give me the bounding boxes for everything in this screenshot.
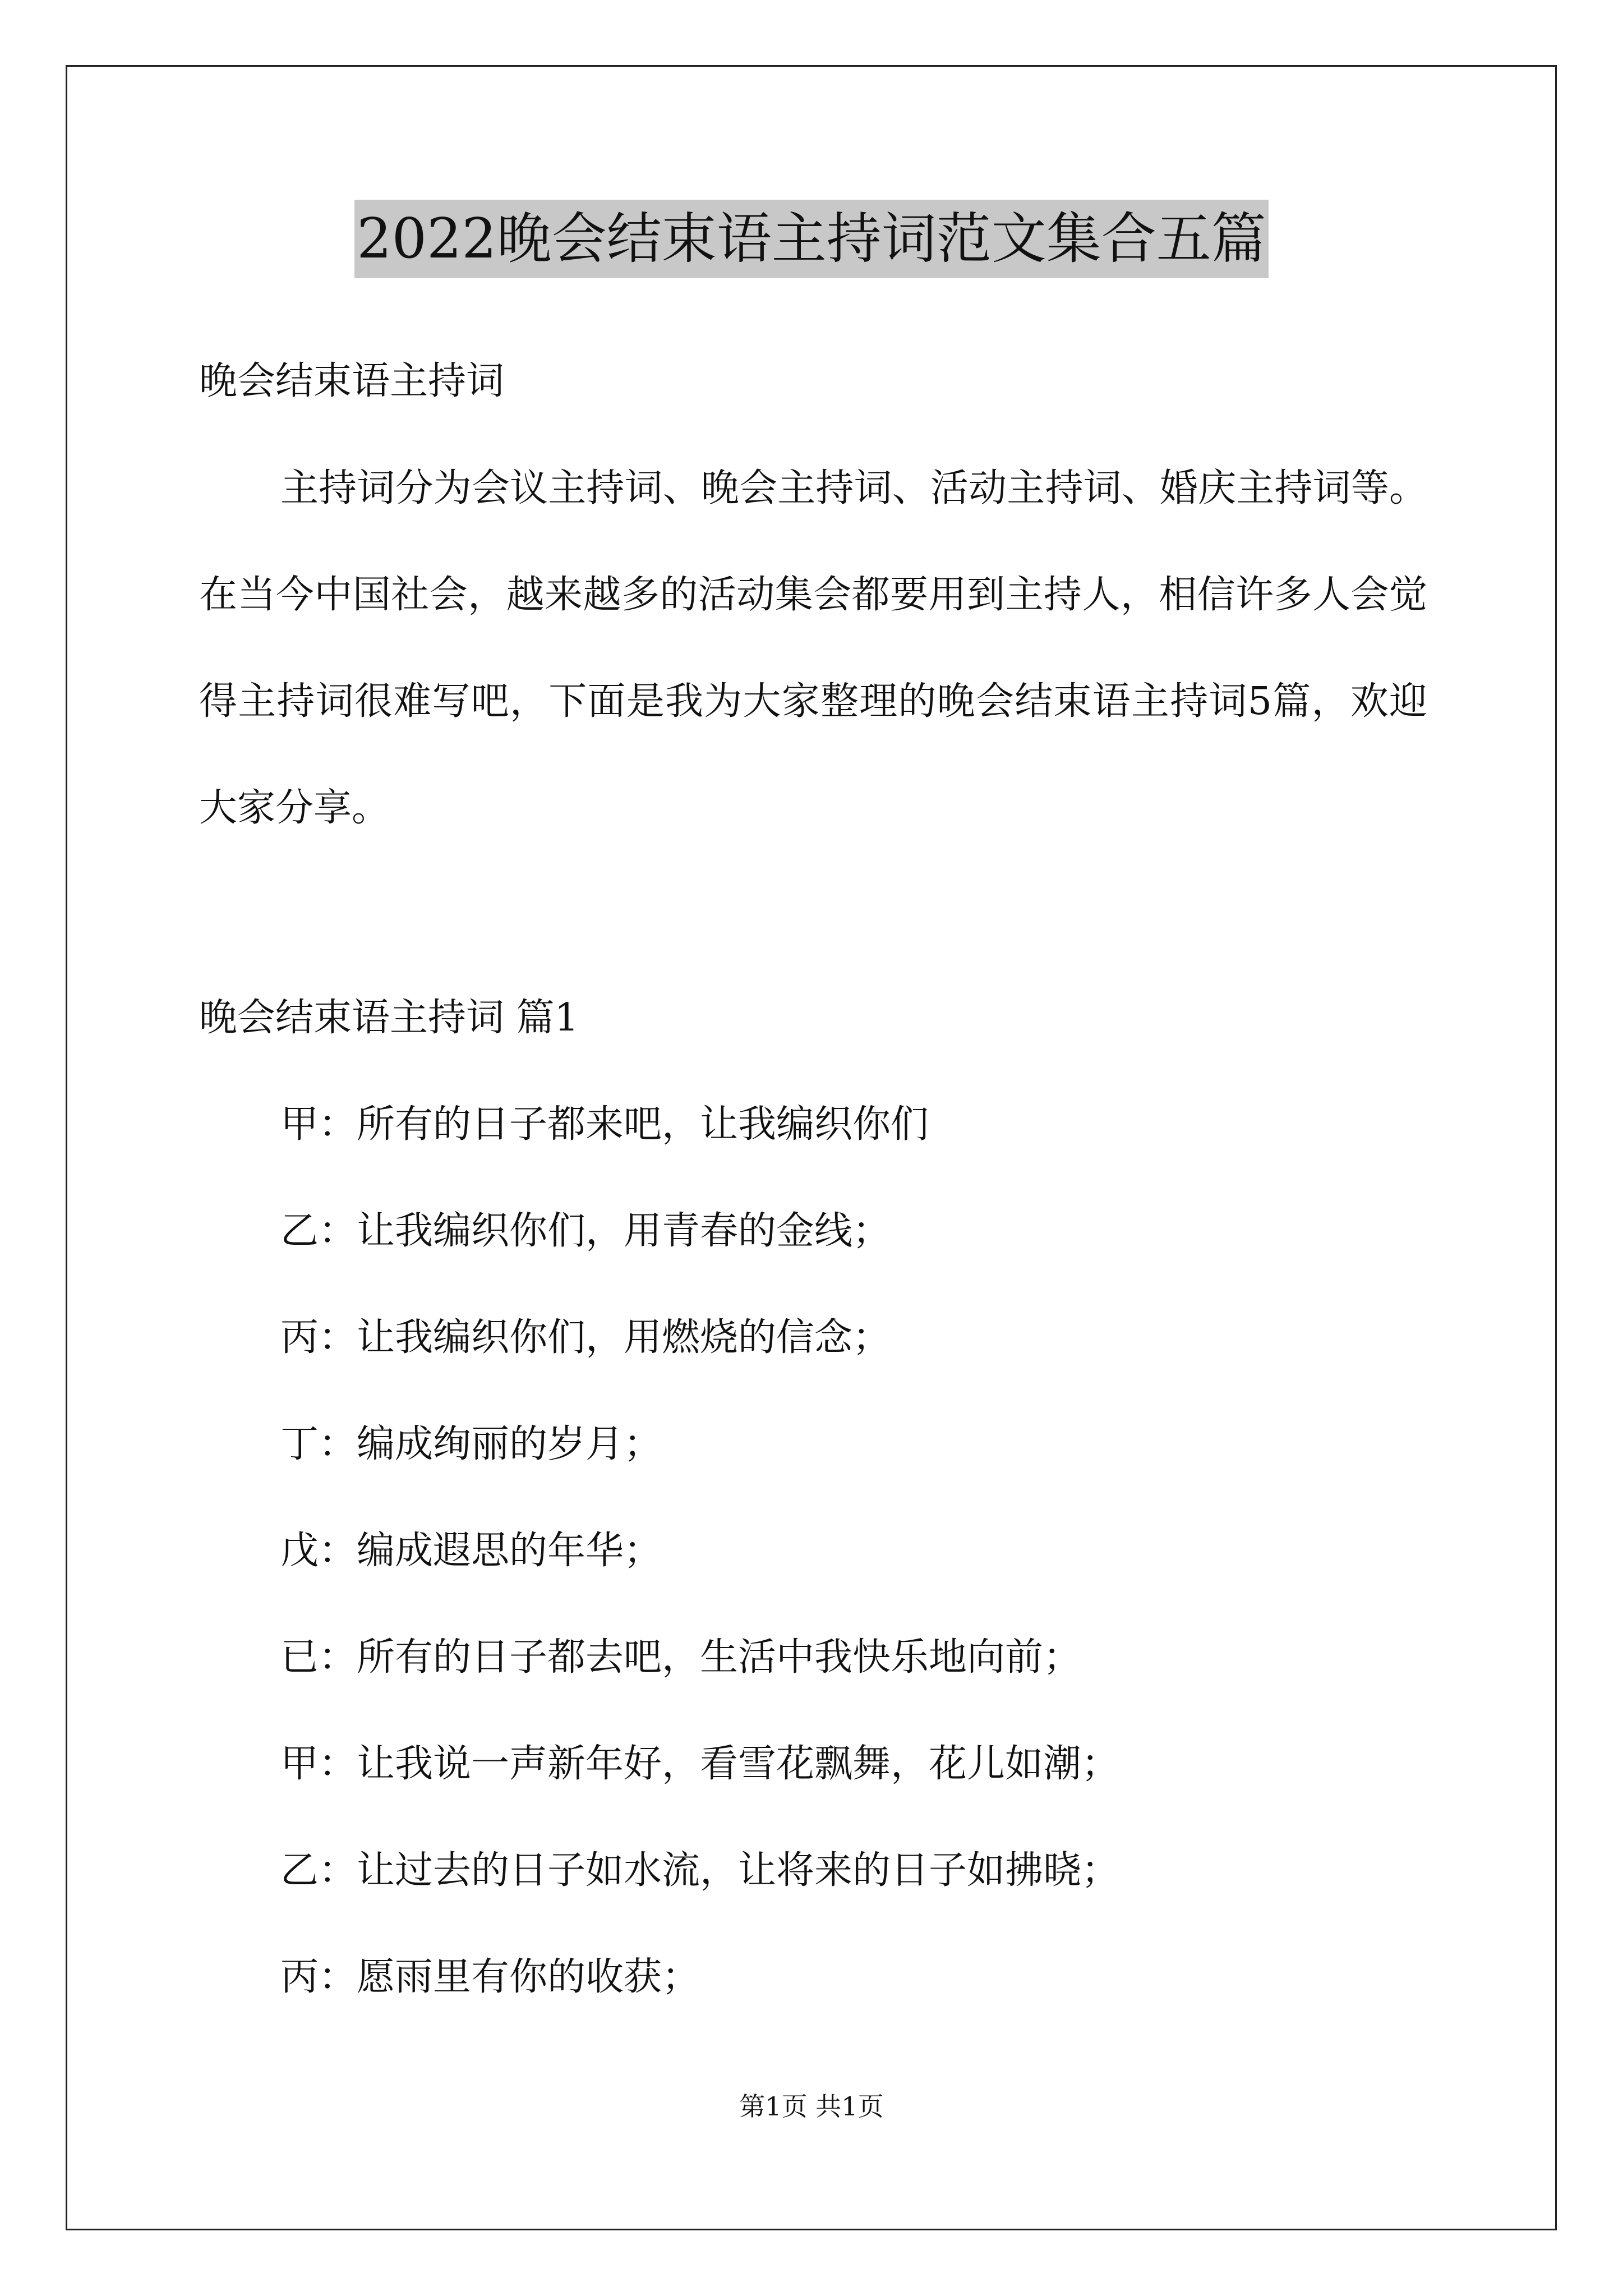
dialogue-line: 甲：所有的日子都来吧，让我编织你们 <box>280 1102 929 1147</box>
page-footer: 第1页 共1页 <box>739 2091 884 2122</box>
dialogue-line: 乙：让我编织你们，用青春的金线； <box>280 1209 891 1253</box>
intro-paragraph: 主持词分为会议主持词、晚会主持词、活动主持词、婚庆主持词等。在当今中国社会，越来越多的活动集会都要用到主持人，相信许多人会觉得主持词很难写吧，下面是我为大家整理的晚会结束语主持词5篇，欢迎大家分享。 <box>199 466 1427 830</box>
dialogue-line: 戊：编成遐思的年华； <box>280 1529 662 1573</box>
dialogue-line: 丙：愿雨里有你的收获； <box>280 1955 700 1999</box>
title-container <box>0 200 1623 278</box>
document-title: 2022晚会结束语主持词范文集合五篇 <box>354 200 1268 278</box>
dialogue-line: 丁：编成绚丽的岁月； <box>280 1422 662 1466</box>
intro-heading: 晚会结束语主持词 <box>199 359 505 403</box>
dialogue-line: 乙：让过去的日子如水流，让将来的日子如拂晓； <box>280 1848 1120 1893</box>
dialogue-line: 甲：让我说一声新年好，看雪花飘舞，花儿如潮； <box>280 1742 1120 1786</box>
dialogue-line: 已：所有的日子都去吧，生活中我快乐地向前； <box>280 1635 1082 1680</box>
section-heading: 晚会结束语主持词 篇1 <box>199 996 579 1040</box>
dialogue-line: 丙：让我编织你们，用燃烧的信念； <box>280 1315 891 1360</box>
